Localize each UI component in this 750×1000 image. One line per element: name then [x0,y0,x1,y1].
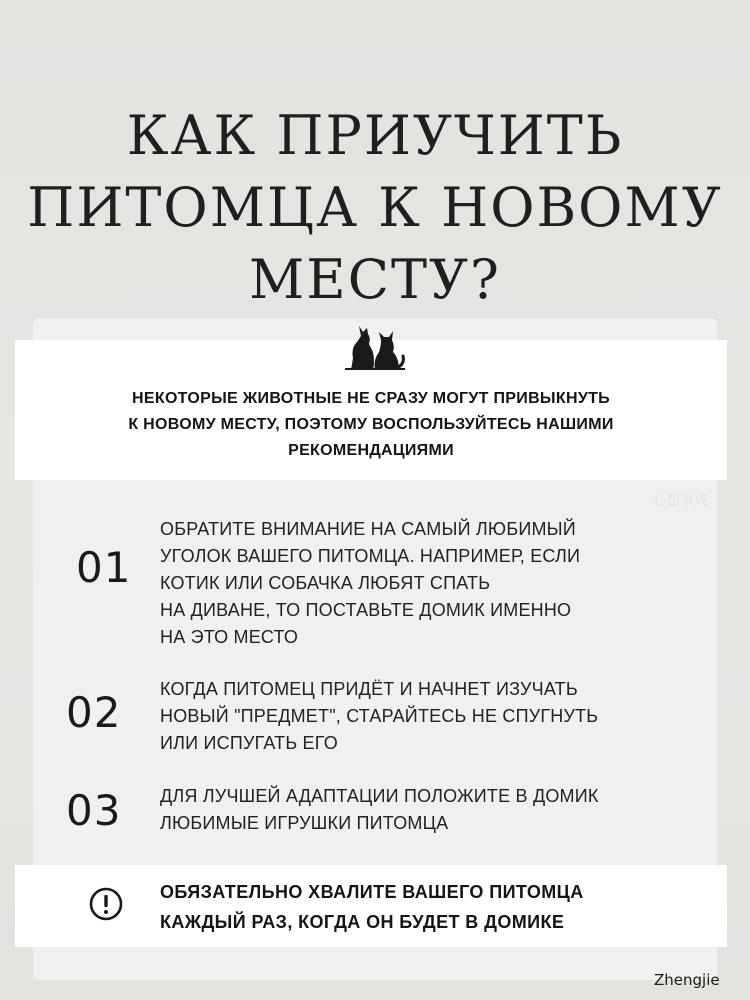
intro-line-1: НЕКОТОРЫЕ ЖИВОТНЫЕ НЕ СРАЗУ МОГУТ ПРИВЫКНУТЬ [132,390,610,407]
note-line-2: КАЖДЫЙ РАЗ, КОГДА ОН БУДЕТ В ДОМИКЕ [160,912,565,932]
step-number-2: 02 [66,688,122,737]
step-1-line-3: КОТИК ИЛИ СОБАЧКА ЛЮБЯТ СПАТЬ [160,573,491,593]
intro-text [15,386,727,464]
step-text-3 [160,783,700,837]
step-1-line-4: НА ДИВАНЕ, ТО ПОСТАВЬТЕ ДОМИК ИМЕННО [160,600,572,620]
exclamation-circle-icon [89,887,123,921]
step-number-3: 03 [66,786,122,835]
step-1-line-2: УГОЛОК ВАШЕГО ПИТОМЦА. НАПРИМЕР, ЕСЛИ [160,546,581,566]
title-line-1: КАК ПРИУЧИТЬ [126,104,624,167]
step-3-line-1: ДЛЯ ЛУЧШЕЙ АДАПТАЦИИ ПОЛОЖИТЕ В ДОМИК [160,786,599,806]
intro-line-3: РЕКОМЕНДАЦИЯМИ [288,442,454,459]
page-title [0,100,750,316]
watermark-text: 心想事成 [652,493,708,509]
credit-label: Zhengjie [654,971,720,989]
cats-silhouette-icon [341,318,409,370]
step-text-1 [160,516,700,651]
step-3-line-2: ЛЮБИМЫЕ ИГРУШКИ ПИТОМЦА [160,813,449,833]
step-2-line-2: НОВЫЙ "ПРЕДМЕТ", СТАРАЙТЕСЬ НЕ СПУГНУТЬ [160,706,599,726]
step-1-line-5: НА ЭТО МЕСТО [160,627,299,647]
step-number-1: 01 [76,543,132,592]
note-text [160,877,720,937]
step-1-line-1: ОБРАТИТЕ ВНИМАНИЕ НА САМЫЙ ЛЮБИМЫЙ [160,519,576,539]
title-line-3: МЕСТУ? [248,248,502,311]
note-line-1: ОБЯЗАТЕЛЬНО ХВАЛИТЕ ВАШЕГО ПИТОМЦА [160,882,584,902]
step-2-line-1: КОГДА ПИТОМЕЦ ПРИДЁТ И НАЧНЕТ ИЗУЧАТЬ [160,679,578,699]
step-text-2 [160,676,700,757]
intro-line-2: К НОВОМУ МЕСТУ, ПОЭТОМУ ВОСПОЛЬЗУЙТЕСЬ НАШИМИ [128,416,614,433]
title-line-2: ПИТОМЦА К НОВОМУ [27,176,723,239]
step-2-line-3: ИЛИ ИСПУГАТЬ ЕГО [160,733,338,753]
